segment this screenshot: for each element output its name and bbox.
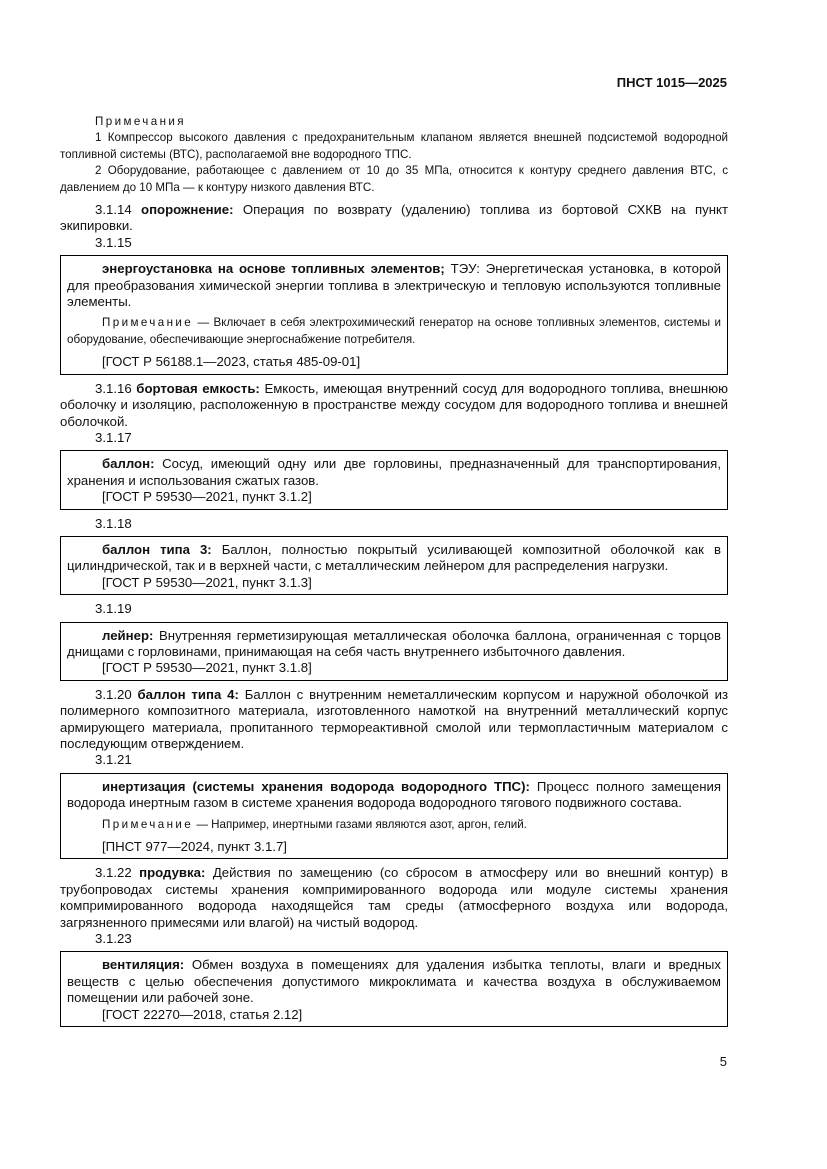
- page-number: 5: [719, 1054, 727, 1069]
- term-name: бортовая емкость:: [136, 380, 260, 396]
- term-3-1-21: [67, 779, 721, 812]
- term-name: опорожнение:: [141, 202, 234, 218]
- notes-title: Примечания: [95, 115, 186, 128]
- document-code: ПНСТ 1015—2025: [616, 75, 727, 90]
- term-definition: ТЭУ: Энергетическая установка, в которой для преобразования химической энергии топлива в электрическую и тепловую используются топливные элементы.: [67, 261, 721, 310]
- term-source: [ГОСТ Р 59530—2021, пункт 3.1.3]: [102, 574, 312, 590]
- term-name: вентиляция:: [102, 957, 185, 973]
- term-note: [67, 315, 721, 348]
- term-definition: Емкость, имеющая внутренний сосуд для водородного топлива, внешнюю оболочку и изоляцию, расположенную в пространстве между сосудом для водородного топлива и внешней оболочкой.: [60, 380, 728, 429]
- term-3-1-20: [60, 687, 728, 753]
- term-3-1-16: [60, 381, 728, 430]
- term-3-1-23: [67, 957, 721, 1006]
- term-definition: Операция по возврату (удалению) топлива из бортовой СХКВ на пункт экипировки.: [60, 202, 728, 234]
- term-definition: Процесс полного замещения водорода инертным газом в системе хранения водорода водородного тягового подвижного состава.: [67, 778, 721, 811]
- term-box-3-1-19: [60, 622, 728, 681]
- term-number-3-1-21: 3.1.21: [95, 752, 132, 768]
- term-number-3-1-19: 3.1.19: [95, 601, 132, 617]
- term-number: 3.1.22: [95, 865, 132, 881]
- term-number: 3.1.16: [95, 380, 132, 396]
- term-number: 3.1.20: [95, 686, 132, 702]
- note-item-1: 1 Компрессор высокого давления с предохранительным клапаном является внешней подсистемой водородной топливной системы (ВТС), располагаемой вне водородного ТПС.: [60, 131, 728, 161]
- term-3-1-22: [60, 865, 728, 931]
- note-text: Например, инертными газами являются азот, аргон, гелий.: [211, 817, 527, 831]
- term-source: [ПНСТ 977—2024, пункт 3.1.7]: [102, 839, 287, 855]
- term-source: [ГОСТ Р 56188.1—2023, статья 485-09-01]: [102, 354, 361, 370]
- term-box-3-1-18: [60, 536, 728, 595]
- term-name: инертизация (системы хранения водорода водородного ТПС):: [102, 778, 530, 794]
- term-name: энергоустановка на основе топливных элементов;: [102, 261, 445, 277]
- term-number-3-1-18: 3.1.18: [95, 515, 132, 531]
- note-text: Включает в себя электрохимический генератор на основе топливных элементов, системы и оборудование, обеспечивающие энергоснабжение потребителя.: [67, 316, 721, 346]
- term-box-3-1-15: [60, 255, 728, 374]
- note-dash: —: [197, 316, 210, 330]
- term-3-1-15: [67, 261, 721, 310]
- term-box-3-1-21: [60, 773, 728, 860]
- term-box-3-1-17: [60, 450, 728, 509]
- term-definition: Сосуд, имеющий одну или две горловины, предназначенный для транспортирования, хранения и использования сжатых газов.: [67, 456, 721, 488]
- term-name: баллон типа 4:: [137, 686, 239, 702]
- note-label: Примечание: [102, 817, 194, 831]
- term-number-3-1-17: 3.1.17: [95, 429, 132, 445]
- term-name: лейнер:: [102, 627, 154, 643]
- term-definition: Действия по замещению (со сбросом в атмосферу или во внешний контур) в трубопроводах системы хранения компримированного водорода или модуле системы хранения компримированного водорода находящейся там среды (атмосферного воздуха или водорода, загрязненного примесями или влагой) на чистый водород.: [60, 865, 728, 930]
- note-dash: —: [196, 817, 208, 831]
- term-definition: Внутренняя герметизирующая металлическая оболочка баллона, ограниченная с торцов днищами с горловинами, принимающая на себя часть внутреннего избыточного давления.: [67, 627, 721, 659]
- term-number-3-1-15: 3.1.15: [95, 234, 132, 250]
- term-box-3-1-23: [60, 951, 728, 1027]
- term-name: баллон:: [102, 456, 155, 472]
- notes-top: [60, 114, 728, 196]
- term-name: баллон типа 3:: [102, 541, 212, 557]
- term-name: продувка:: [139, 865, 206, 881]
- page-content: [60, 114, 728, 1027]
- term-source: [ГОСТ Р 59530—2021, пункт 3.1.8]: [102, 660, 312, 676]
- term-source: [ГОСТ Р 59530—2021, пункт 3.1.2]: [102, 489, 312, 505]
- term-3-1-14: [60, 202, 728, 235]
- term-definition: Обмен воздуха в помещениях для удаления избытка теплоты, влаги и вредных веществ с целью обеспечения допустимого микроклимата и качества воздуха в обслуживаемом помещении или рабочей зоне.: [67, 957, 721, 1006]
- term-3-1-18: [67, 542, 721, 575]
- term-definition: Баллон с внутренним неметаллическим корпусом и наружной оболочкой из полимерного композитного материала, изготовленного намоткой на внутренний металлический корпус армирующего материала, пропитанного термореактивной смолой или термопластичным материалом с последующим отверждением.: [60, 686, 728, 751]
- note-label: Примечание: [102, 316, 194, 330]
- term-definition: Баллон, полностью покрытый усиливающей композитной оболочкой как в цилиндрической, так и в верхней части, с металлическим лейнером для распределения нагрузки.: [67, 541, 721, 574]
- note-item-2: 2 Оборудование, работающее с давлением от 10 до 35 МПа, относится к контуру среднего давления ВТС, с давлением до 10 МПа — к контуру низкого давления ВТС.: [60, 164, 728, 194]
- term-source: [ГОСТ 22270—2018, статья 2.12]: [102, 1006, 303, 1022]
- term-3-1-17: [67, 456, 721, 489]
- term-3-1-19: [67, 628, 721, 661]
- term-note: [67, 817, 721, 833]
- term-number: 3.1.14: [95, 202, 132, 218]
- term-number-3-1-23: 3.1.23: [95, 931, 132, 947]
